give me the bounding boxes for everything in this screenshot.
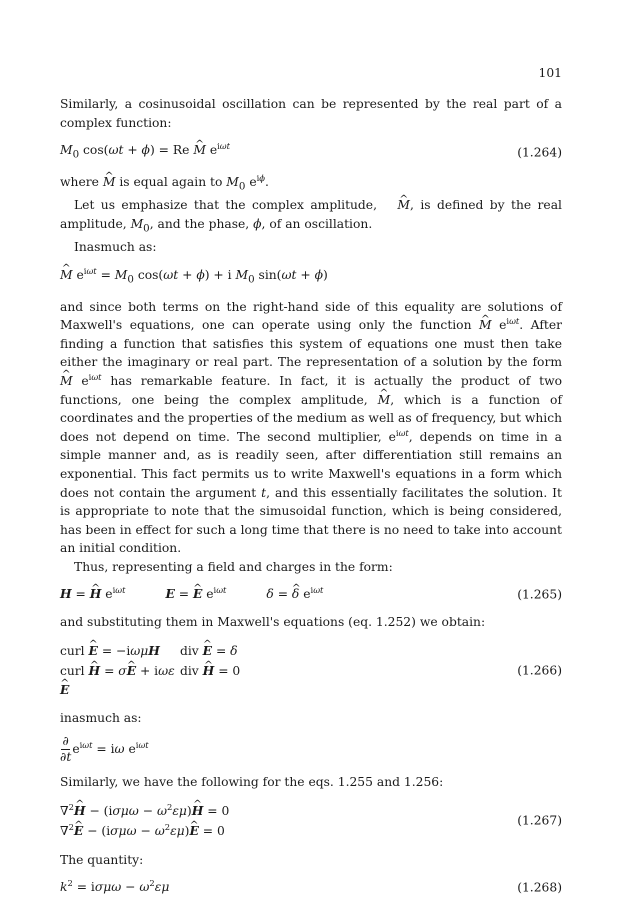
equation-time-derivative: $\frac{\partial}{\partial t}$ $e^{i\omega t} = i\omega$ $e^{i\omega t}$ [60, 734, 149, 765]
equation-number: (1.267) [517, 813, 562, 828]
equation-complex-expansion: ^ M $e^{i\omega t} = M_0$ cos(ωt + ϕ) + i $M_0$ sin(ωt + ϕ) [60, 266, 562, 289]
equation-number: (1.264) [517, 145, 562, 160]
page-number: 101 [538, 66, 562, 80]
equation-number: (1.268) [517, 880, 562, 895]
paragraph: Let us emphasize that the complex amplitude, ^ M, is defined by the real amplitude, $M_0$, and the phase, ϕ, of an oscillation. [60, 196, 562, 238]
paragraph: inasmuch as: [60, 711, 142, 726]
paragraph: and substituting them in Maxwell's equations (eq. 1.252) we obtain: [60, 615, 486, 630]
equation-number: (1.266) [517, 663, 562, 678]
page-content [60, 95, 562, 897]
paragraph: and since both terms on the right-hand side of this equality are solutions of Maxwell's equations, one can operate using only the function ^ M $e^{i\omega t}$. After finding a function that satisfies this system of equations one must then take either the imaginary or real part. The representation of a solution by the form ^ M $e^{i\omega t}$ has remarkable feature. In fact, it is actually the product of two functions, one being the complex amplitude, ^ M, which is a function of coordinates and the properties of the medium as well as of frequency, but which does not depend on time. The second multiplier, $e^{i\omega t}$, depends on time in a simple manner and, as is readily seen, after differentiation still remains an exponential. This fact permits us to write Maxwell's equations in a form which does not contain the argument t, and this essentially facilitates the solution. It is appropriate to note that the simusoidal function, which is being considered, has been in effect for such a long time that there is no need to take into account an initial condition. [60, 298, 562, 558]
paragraph: Similarly, we have the following for the eqs. 1.255 and 1.256: [60, 775, 444, 790]
equation-1-265: H = ^ H $e^{i\omega t}$ E = ^ E $e^{i\omega t}$ δ = ^ δ $e^{i\omega t}$ (1.265) [60, 585, 562, 604]
equation-1-264: $M_0$ cos(ωt + ϕ) = Re ^ M $e^{i\omega t}$ (1.264) [60, 141, 562, 164]
equation-1-268: $k^2 = i\sigma\mu\omega - \omega^2\varepsilon\mu$ (1.268) [60, 878, 562, 897]
paragraph: Inasmuch as: [74, 239, 157, 254]
equation-1-266: curl ^ E = −iωμH div ^ E = δ curl ^ H = σ^ E + iωε^ E div ^ H = 0 (1.266) [60, 642, 562, 700]
paragraph: Similarly, a cosinusoidal oscillation can be represented by the real part of a complex function: [60, 97, 562, 130]
equation-number: (1.265) [517, 587, 562, 602]
paragraph: where ^ M is equal again to $M_0$ $e^{i\phi}$. [60, 173, 562, 196]
paragraph: Thus, representing a field and charges in the form: [74, 559, 393, 574]
paragraph: The quantity: [60, 852, 144, 867]
equation-1-267: ∇$^2$^ $H - (i\sigma\mu\omega - \omega^2\varepsilon\mu)\^{}$ H = 0 ∇$^2$^ $E - (i\sigma\mu\omega - \omega^2\varepsilon\mu)\^{}$ E = 0 (1.267) [60, 802, 562, 841]
